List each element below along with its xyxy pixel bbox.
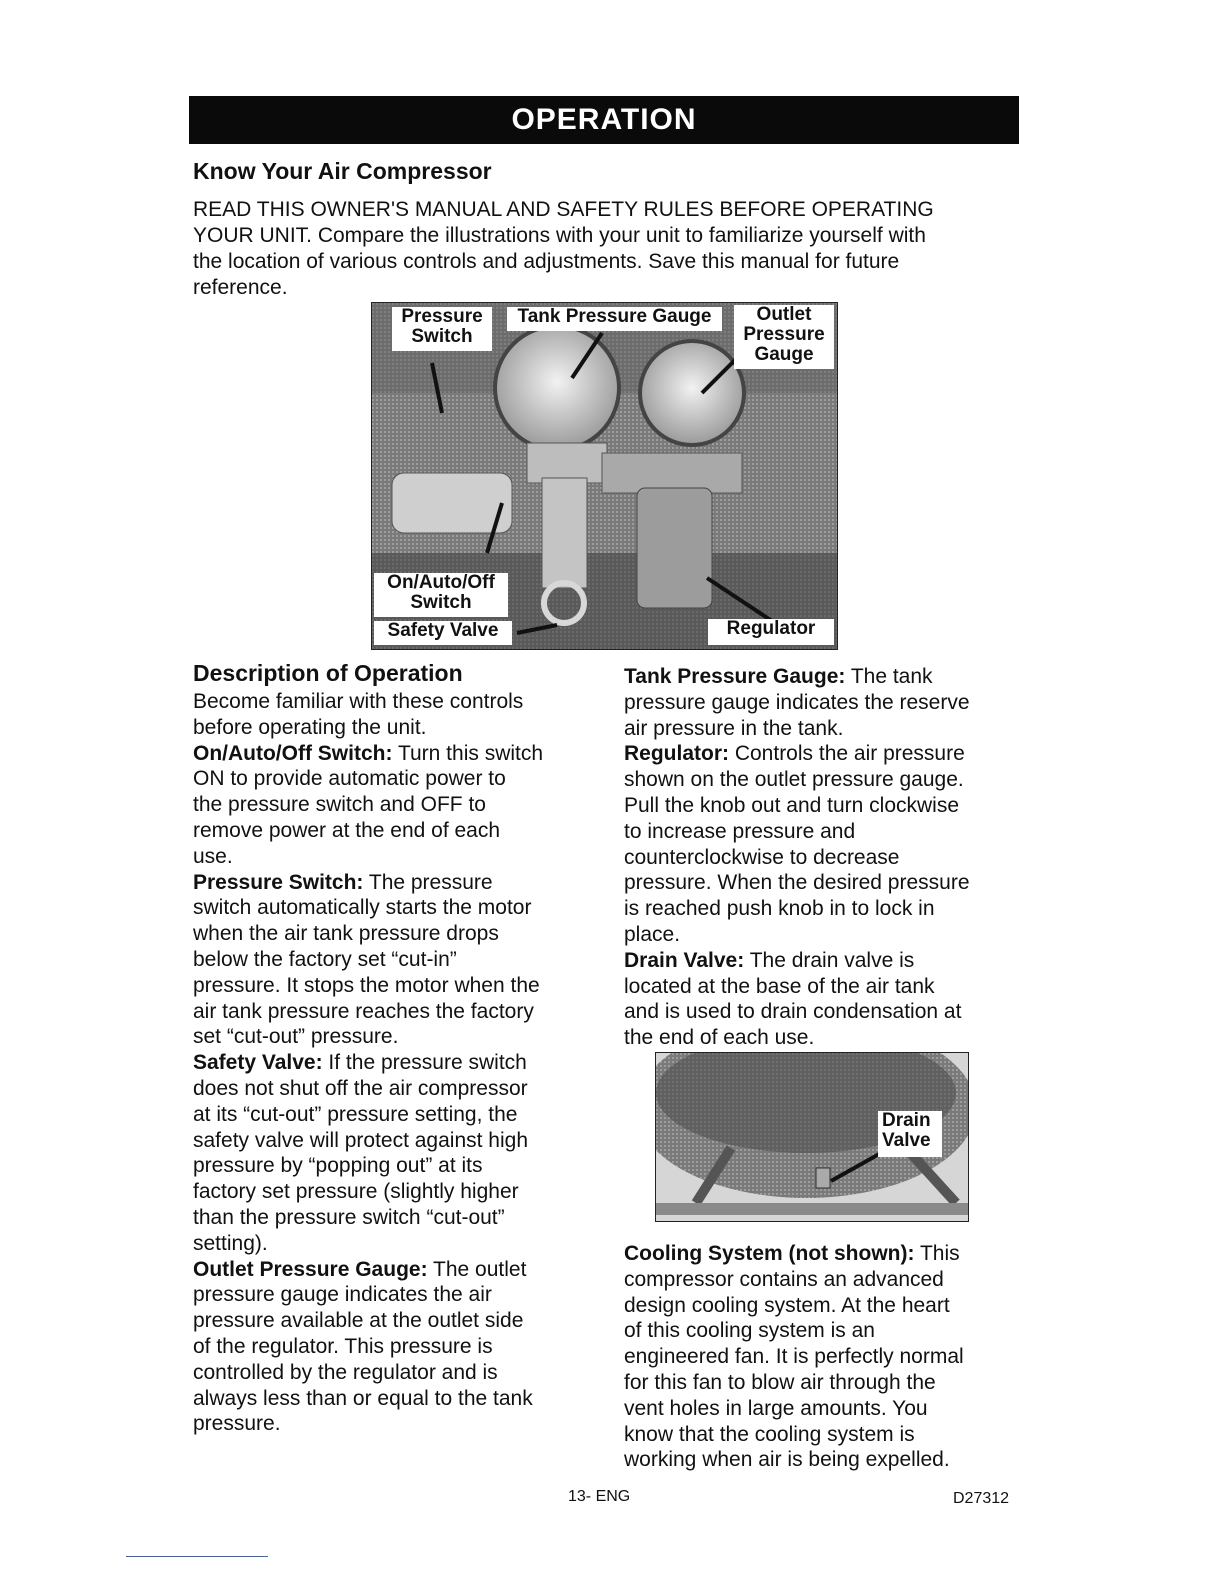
text-line [193,1102,593,1128]
text-line [193,870,593,896]
document-code: D27312 [953,1490,1010,1507]
line-text: pressure available at the outlet side [193,1309,524,1333]
text-line [193,1386,593,1412]
line-text: before operating the unit. [193,715,427,739]
text-line [193,741,593,767]
label-pressure-switch: Pressure Switch [392,307,492,351]
text-line [624,896,1024,922]
term-label: Regulator: [624,742,729,766]
line-text: compressor contains an advanced [624,1267,944,1291]
line-text: remove power at the end of each [193,818,501,842]
line-text: The outlet [427,1257,527,1281]
text-line [193,818,593,844]
text-line [193,1411,593,1437]
footer-rule [126,1556,268,1557]
text-line [624,1025,1024,1051]
text-line [193,689,593,715]
term-label: Cooling System (not shown): [624,1242,915,1265]
page-number: 13- ENG [568,1488,631,1505]
text-line [624,741,1024,767]
line-text: always less than or equal to the tank [193,1386,533,1410]
text-line [193,715,593,741]
text-line [193,1153,593,1179]
text-line [624,1344,1024,1370]
term-label: On/Auto/Off Switch: [193,741,393,765]
line-text: the pressure switch and OFF to [193,793,486,817]
line-text: Become familiar with these controls [193,690,524,713]
line-text: safety valve will protect against high [193,1128,529,1152]
label-safety-valve: Safety Valve [374,621,512,645]
text-line [624,716,1024,742]
text-line [624,974,1024,1000]
intro-line: reference. [193,276,288,299]
line-text: Turn this switch [392,741,544,765]
label-tank-pressure-gauge: Tank Pressure Gauge [507,307,722,331]
compressor-controls-photo [371,302,838,650]
text-line [193,1308,593,1334]
label-outlet-pressure-gauge: Outlet Pressure Gauge [734,305,834,369]
line-text: set “cut-out” pressure. [193,1025,399,1049]
term-label: Safety Valve: [193,1051,323,1075]
section-banner: OPERATION [189,96,1019,144]
line-text: than the pressure switch “cut-out” [193,1205,505,1229]
line-text: the end of each use. [624,1026,815,1050]
text-line [193,1076,593,1102]
line-text: pressure gauge indicates the air [193,1283,492,1307]
intro-line: YOUR UNIT. Compare the illustrations with your unit to familiarize yourself with [193,224,926,247]
line-text: If the pressure switch [322,1051,527,1075]
text-line [193,1360,593,1386]
term-label: Outlet Pressure Gauge: [193,1257,428,1281]
term-label: Tank Pressure Gauge: [624,665,846,688]
text-line [193,1205,593,1231]
line-text: Controls the air pressure [729,742,965,766]
text-line [624,664,1024,690]
text-line [624,1422,1024,1448]
text-line [193,947,593,973]
text-line [624,845,1024,871]
line-text: place. [624,922,681,946]
line-text: air tank pressure reaches the factory [193,999,534,1023]
line-text: is reached push knob in to lock in [624,897,935,921]
line-text: counterclockwise to decrease [624,845,900,869]
label-on-auto-off-switch: On/Auto/Off Switch [374,573,508,617]
line-text: of this cooling system is an [624,1319,875,1343]
text-line [193,999,593,1025]
line-text: The drain valve is [744,948,915,972]
line-text: pressure by “popping out” at its [193,1154,483,1178]
line-text: This [914,1242,960,1265]
line-text: pressure gauge indicates the reserve [624,690,970,714]
text-line [624,1293,1024,1319]
line-text: air pressure in the tank. [624,716,844,740]
line-text: switch automatically starts the motor [193,896,532,920]
line-text: design cooling system. At the heart [624,1293,950,1317]
line-text: ON to provide automatic power to [193,767,506,791]
line-text: for this fan to blow air through the [624,1370,936,1394]
text-line [624,767,1024,793]
intro-paragraph [193,197,1023,301]
intro-line: the location of various controls and adjustments. Save this manual for future [193,250,900,273]
line-text: vent holes in large amounts. You [624,1396,928,1420]
text-line [624,1241,1024,1267]
text-line [193,921,593,947]
text-line [193,1257,593,1283]
label-regulator: Regulator [708,619,834,645]
line-text: when the air tank pressure drops [193,922,499,946]
line-text: The pressure [363,870,493,894]
line-text: and is used to drain condensation at [624,1000,962,1024]
text-line [193,1231,593,1257]
text-line [624,922,1024,948]
line-text: Pull the knob out and turn clockwise [624,793,960,817]
line-text: does not shut off the air compressor [193,1076,528,1100]
label-drain-valve: Drain Valve [878,1111,942,1157]
text-line [624,870,1024,896]
text-line [193,792,593,818]
line-text: below the factory set “cut-in” [193,947,457,971]
line-text: to increase pressure and [624,819,856,843]
line-text: working when air is being expelled. [624,1448,950,1472]
text-line [193,895,593,921]
term-label: Drain Valve: [624,948,745,972]
cooling-system-paragraph [624,1241,1024,1473]
text-line [193,844,593,870]
line-text: setting). [193,1231,268,1255]
text-line [624,1447,1024,1473]
line-text: know that the cooling system is [624,1422,915,1446]
text-line [624,1396,1024,1422]
text-line [624,1370,1024,1396]
description-right-column [624,664,1024,1051]
line-text: controlled by the regulator and is [193,1360,498,1384]
text-line [193,1050,593,1076]
line-text: pressure. It stops the motor when the [193,973,540,997]
line-text: pressure. When the desired pressure [624,871,970,895]
text-line [193,1282,593,1308]
description-heading: Description of Operation [193,660,463,686]
intro-line: READ THIS OWNER'S MANUAL AND SAFETY RULES BEFORE OPERATING [193,198,934,221]
line-text: of the regulator. This pressure is [193,1334,493,1358]
text-line [193,1024,593,1050]
term-label: Pressure Switch: [193,870,364,894]
know-heading: Know Your Air Compressor [193,158,492,184]
text-line [624,1267,1024,1293]
line-text: The tank [845,665,933,688]
line-text: at its “cut-out” pressure setting, the [193,1102,518,1126]
text-line [624,819,1024,845]
drain-valve-photo [655,1052,969,1222]
text-line [193,973,593,999]
line-text: use. [193,844,233,868]
line-text: pressure. [193,1412,281,1436]
text-line [624,793,1024,819]
line-text: shown on the outlet pressure gauge. [624,768,964,792]
text-line [193,1128,593,1154]
line-text: located at the base of the air tank [624,974,935,998]
description-left-column [193,689,593,1437]
text-line [193,1179,593,1205]
line-text: factory set pressure (slightly higher [193,1180,519,1204]
text-line [624,948,1024,974]
text-line [624,1318,1024,1344]
line-text: engineered fan. It is perfectly normal [624,1345,964,1369]
text-line [624,999,1024,1025]
text-line [193,1334,593,1360]
text-line [193,766,593,792]
text-line [624,690,1024,716]
